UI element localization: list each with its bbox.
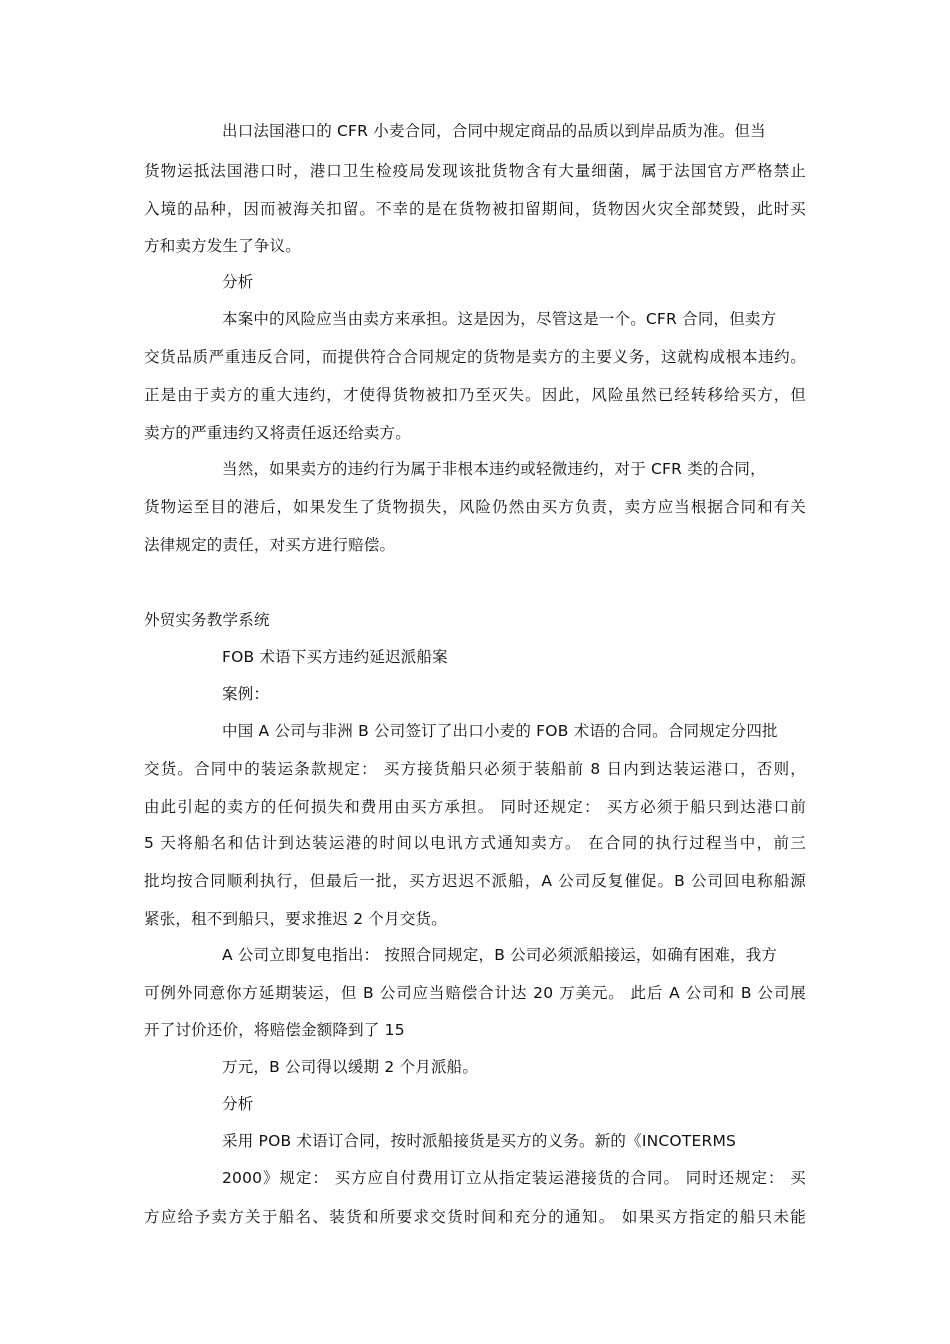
paragraph-line: 交货品质严重违反合同，而提供符合合同规定的货物是卖方的主要义务，这就构成根本违约。 — [144, 348, 806, 366]
paragraph-line: 入境的品种，因而被海关扣留。不幸的是在货物被扣留期间，货物因火灾全部焚毁，此时买 — [144, 200, 806, 218]
paragraph-line: 出口法国港口的 CFR 小麦合同，合同中规定商品的品质以到岸品质为准。但当 — [222, 122, 766, 140]
paragraph-line: 方和卖方发生了争议。 — [144, 237, 302, 255]
paragraph-line: 法律规定的责任，对买方进行赔偿。 — [144, 536, 396, 554]
paragraph-line: 卖方的严重违约又将责任返还给卖方。 — [144, 424, 411, 442]
paragraph-line: 5 天将船名和估计到达装运港的时间以电讯方式通知卖方。 在合同的执行过程当中，前三 — [144, 834, 806, 852]
case-title: FOB 术语下买方违约延迟派船案 — [222, 648, 448, 666]
section-heading: 分析 — [222, 1095, 254, 1113]
paragraph-line: 可例外同意你方延期装运，但 B 公司应当赔偿合计达 20 万美元。 此后 A 公司和 B 公司展 — [144, 984, 806, 1002]
case-label: 案例： — [222, 685, 270, 703]
paragraph-line: 交货。合同中的装运条款规定： 买方接货船只必须于装船前 8 日内到达装运港口，否则， — [144, 760, 806, 778]
paragraph-line: A 公司立即复电指出： 按照合同规定，B 公司必须派船接运，如确有困难，我方 — [222, 946, 778, 964]
paragraph-line: 采用 POB 术语订合同，按时派船接货是买方的义务。新的《INCOTERMS — [222, 1132, 737, 1150]
paragraph-line: 2000》规定： 买方应自付费用订立从指定装运港接货的合同。 同时还规定： 买 — [222, 1169, 806, 1187]
paragraph-line: 本案中的风险应当由卖方来承担。这是因为，尽管这是一个。CFR 合同，但卖方 — [222, 310, 777, 328]
system-title: 外贸实务教学系统 — [144, 611, 270, 629]
paragraph-line: 货物运抵法国港口时，港口卫生检疫局发现该批货物含有大量细菌，属于法国官方严格禁止 — [144, 162, 806, 180]
section-heading: 分析 — [222, 273, 254, 291]
paragraph-line: 紧张，租不到船只，要求推迟 2 个月交货。 — [144, 910, 447, 928]
paragraph-line: 货物运至目的港后，如果发生了货物损失，风险仍然由买方负责，卖方应当根据合同和有关 — [144, 498, 806, 516]
paragraph-line: 批均按合同顺利执行，但最后一批，买方迟迟不派船，A 公司反复催促。B 公司回电称船源 — [144, 872, 806, 890]
paragraph-line: 中国 A 公司与非洲 B 公司签订了出口小麦的 FOB 术语的合同。合同规定分四批 — [222, 722, 778, 740]
paragraph-line: 方应给予卖方关于船名、装货和所要求交货时间和充分的通知。 如果买方指定的船只未能 — [144, 1208, 806, 1226]
paragraph-line: 开了讨价还价，将赔偿金额降到了 15 — [144, 1021, 405, 1039]
paragraph-line: 正是由于卖方的重大违约，才使得货物被扣乃至灭失。因此，风险虽然已经转移给买方，但 — [144, 386, 806, 404]
paragraph-line: 万元，B 公司得以缓期 2 个月派船。 — [222, 1058, 479, 1076]
paragraph-line: 由此引起的卖方的任何损失和费用由买方承担。 同时还规定： 买方必须于船只到达港口前 — [144, 798, 806, 816]
paragraph-line: 当然，如果卖方的违约行为属于非根本违约或轻微违约，对于 CFR 类的合同， — [222, 460, 766, 478]
